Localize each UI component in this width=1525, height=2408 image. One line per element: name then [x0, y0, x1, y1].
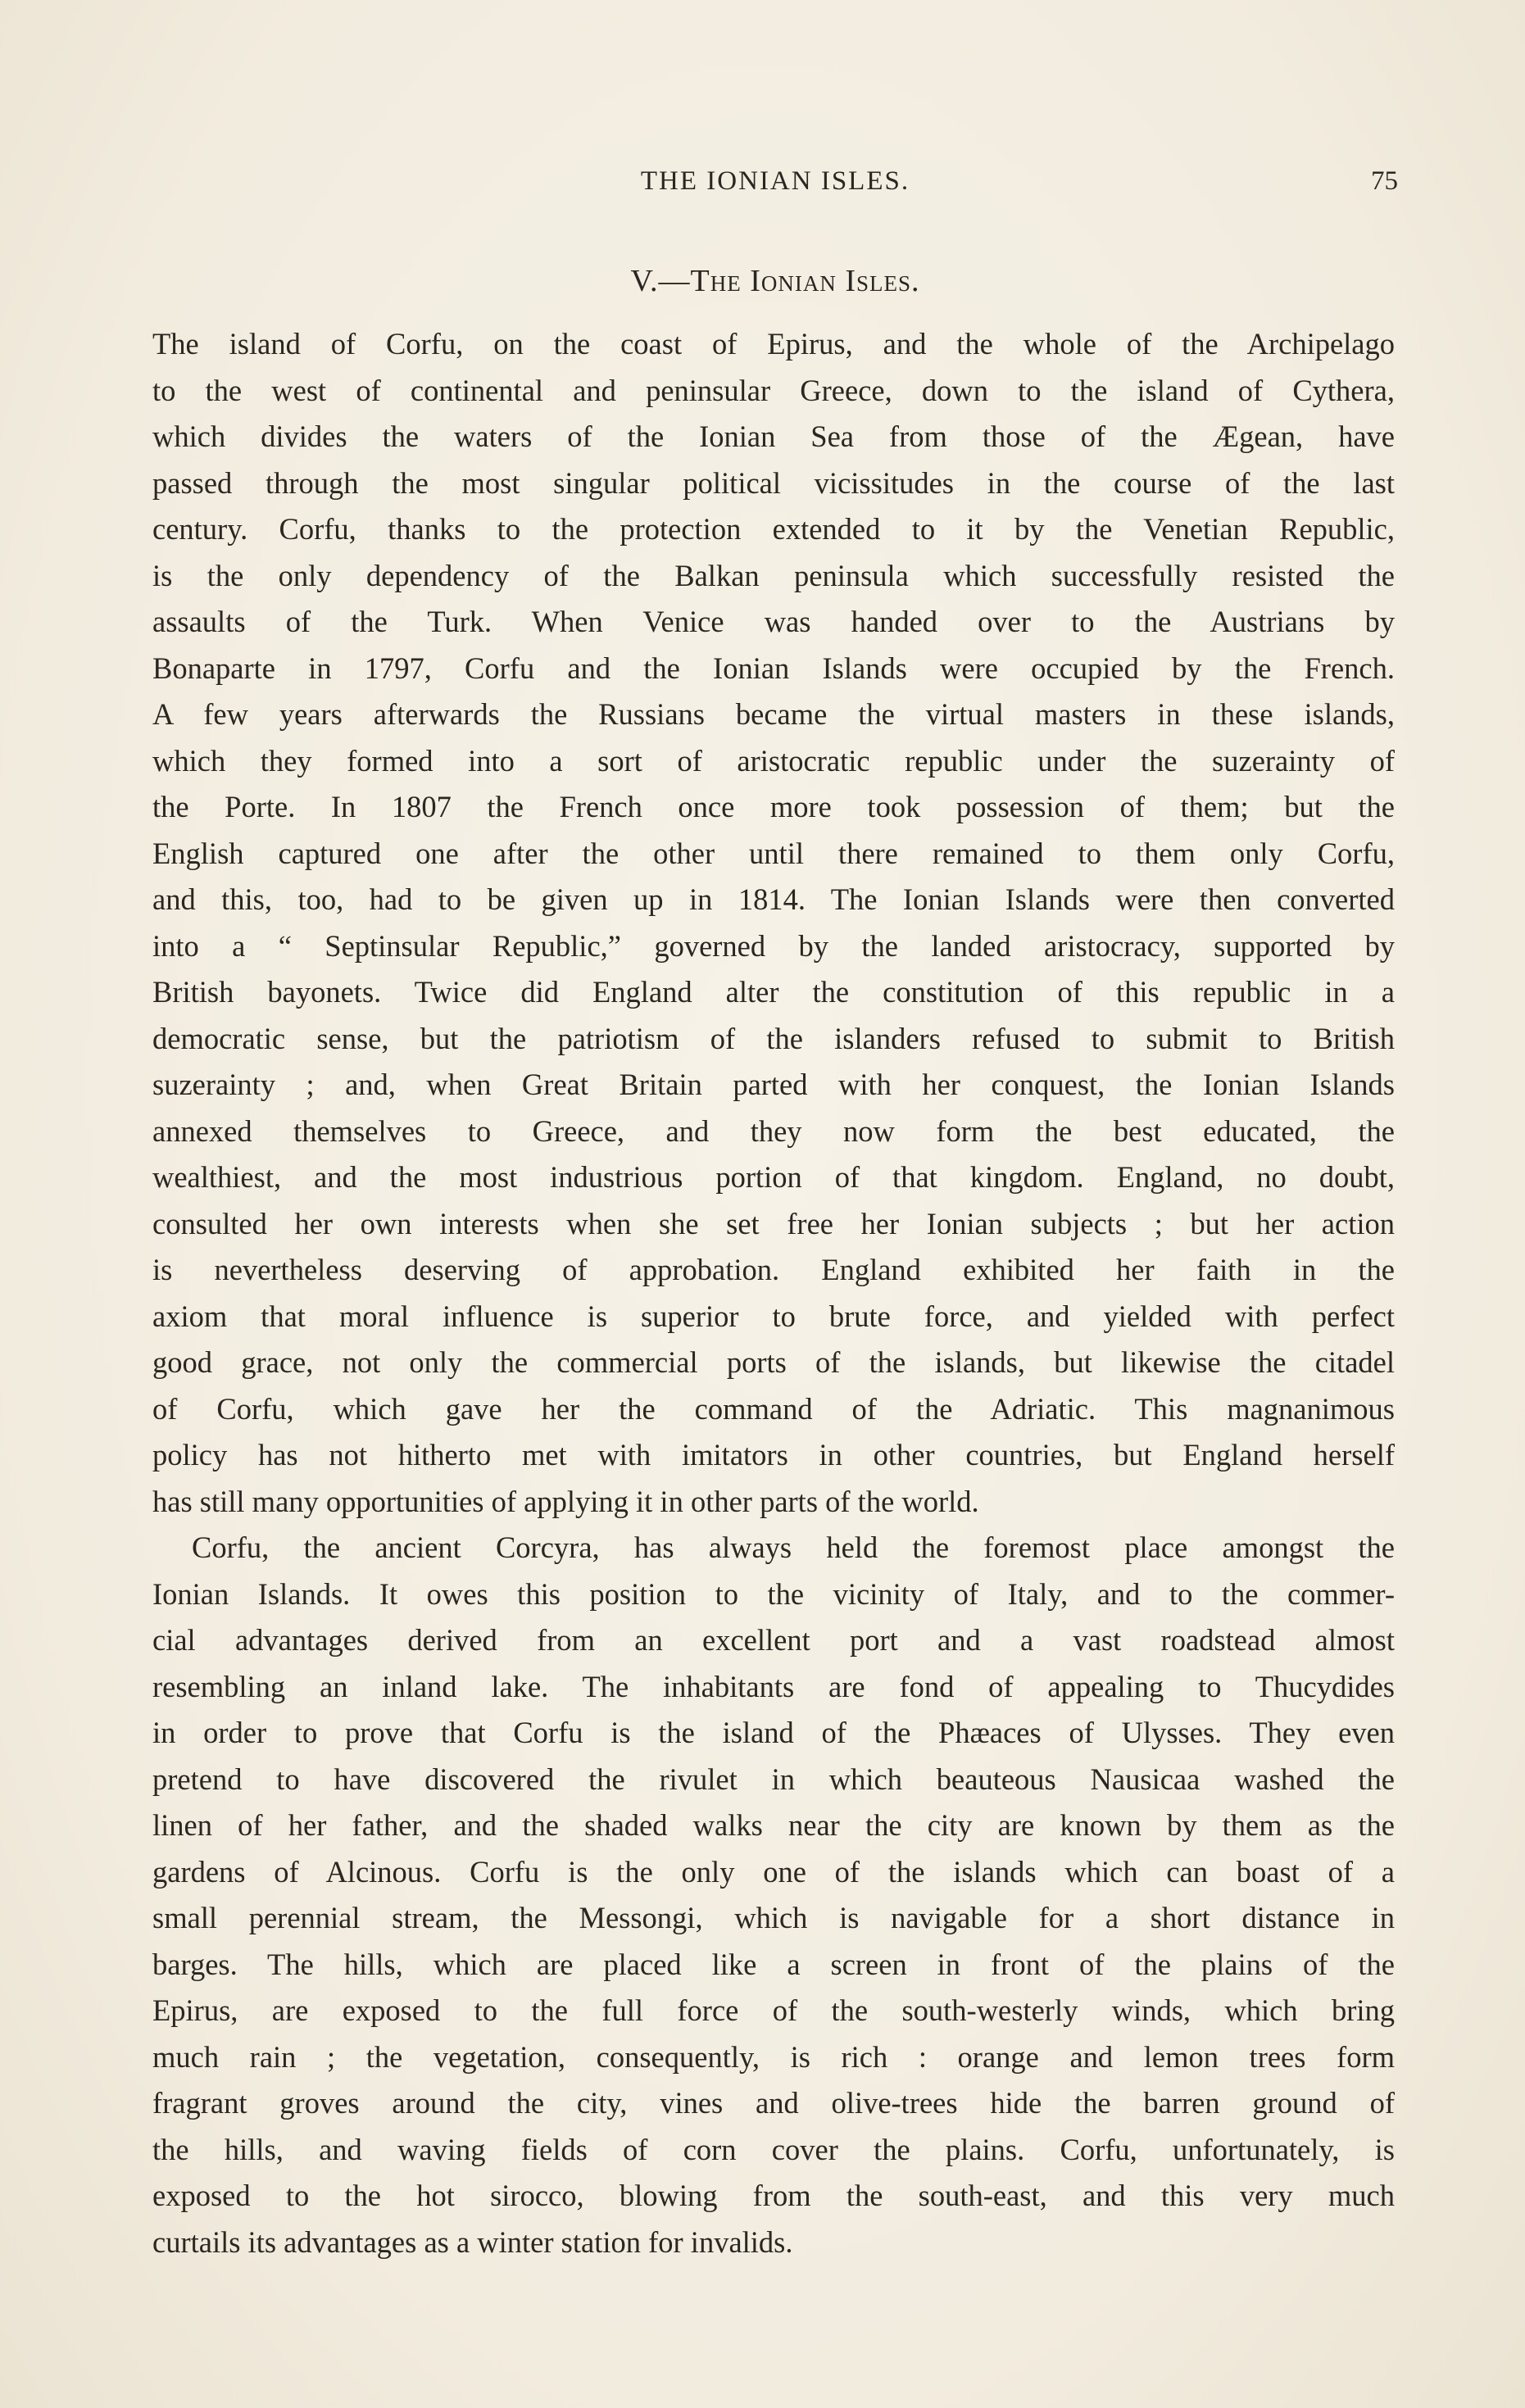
text-line: consulted her own interests when she set free her Ionian subjects ; but her action	[152, 1206, 1395, 1240]
text-line: Ionian Islands. It owes this position to the vicinity of Italy, and to the commer-	[152, 1576, 1395, 1611]
body-text	[152, 321, 1395, 2265]
text-line: resembling an inland lake. The inhabitants are fond of appealing to Thucydides	[152, 1669, 1395, 1703]
text-line: passed through the most singular political vicissitudes in the course of the last	[152, 465, 1395, 500]
text-line: annexed themselves to Greece, and they now form the best educated, the	[152, 1113, 1395, 1148]
text-line: is the only dependency of the Balkan peninsula which successfully resisted the	[152, 558, 1395, 592]
text-line: A few years afterwards the Russians became the virtual masters in these islands,	[152, 697, 1395, 731]
text-line: in order to prove that Corfu is the island of the Phæaces of Ulysses. They even	[152, 1716, 1395, 1749]
text-line: and this, too, had to be given up in 1814. The Ionian Islands were then converted	[152, 882, 1395, 916]
text-line: the hills, and waving fields of corn cover the plains. Corfu, unfortunately, is	[152, 2132, 1395, 2166]
text-line: century. Corfu, thanks to the protection extended to it by the Venetian Republic,	[152, 512, 1395, 546]
text-line: of Corfu, which gave her the command of the Adriatic. This magnanimous	[152, 1391, 1395, 1426]
running-title: THE IONIAN ISLES.	[640, 166, 910, 196]
text-line: British bayonets. Twice did England alter the constitution of this republic in a	[152, 975, 1395, 1009]
text-line: barges. The hills, which are placed like a screen in front of the plains of the	[152, 1947, 1395, 1981]
text-line: fragrant groves around the city, vines and olive-trees hide the barren ground of	[152, 2086, 1395, 2120]
text-line: wealthiest, and the most industrious portion of that kingdom. England, no doubt,	[152, 1160, 1395, 1194]
text-line: Epirus, are exposed to the full force of the south-westerly winds, which bring	[152, 1993, 1395, 2027]
text-line: axiom that moral influence is superior to brute force, and yielded with perfect	[152, 1299, 1395, 1333]
text-line: curtails its advantages as a winter station for invalids.	[152, 2224, 793, 2259]
text-line: the Porte. In 1807 the French once more took possession of them; but the	[152, 790, 1395, 823]
text-line: has still many opportunities of applying it in other parts of the world.	[152, 1484, 979, 1518]
text-line: cial advantages derived from an excellent port and a vast roadstead almost	[152, 1623, 1395, 1657]
page-number: 75	[1371, 166, 1398, 196]
running-head	[152, 161, 1398, 202]
text-line: linen of her father, and the shaded walks near the city are known by them as the	[152, 1808, 1395, 1842]
chapter-heading: V.—The Ionian Isles.	[630, 264, 920, 298]
text-line: pretend to have discovered the rivulet in which beauteous Nausicaa washed the	[152, 1762, 1395, 1796]
text-line: much rain ; the vegetation, consequently, is rich : orange and lemon trees form	[152, 2039, 1395, 2074]
text-line: is nevertheless deserving of approbation. England exhibited her faith in the	[152, 1253, 1395, 1286]
text-line: policy has not hitherto met with imitators in other countries, but England herself	[152, 1438, 1395, 1472]
text-line: small perennial stream, the Messongi, which is navigable for a short distance in	[152, 1901, 1395, 1934]
text-line: assaults of the Turk. When Venice was handed over to the Austrians by	[152, 605, 1395, 638]
text-line: to the west of continental and peninsular Greece, down to the island of Cythera,	[152, 373, 1395, 407]
text-line: good grace, not only the commercial ports of the islands, but likewise the citadel	[152, 1345, 1395, 1379]
text-line: into a “ Septinsular Republic,” governed by the landed aristocracy, supported by	[152, 928, 1395, 963]
text-line: which they formed into a sort of aristocratic republic under the suzerainty of	[152, 743, 1395, 778]
text-line: suzerainty ; and, when Great Britain parted with her conquest, the Ionian Islands	[152, 1068, 1395, 1101]
text-line: Bonaparte in 1797, Corfu and the Ionian Islands were occupied by the French.	[152, 651, 1395, 685]
text-line: exposed to the hot sirocco, blowing from the south-east, and this very much	[152, 2179, 1395, 2212]
text-line: Corfu, the ancient Corcyra, has always held the foremost place amongst the	[192, 1531, 1395, 1564]
text-line: gardens of Alcinous. Corfu is the only one of the islands which can boast of a	[152, 1854, 1395, 1889]
text-line: English captured one after the other until there remained to them only Corfu,	[152, 836, 1395, 870]
text-line: which divides the waters of the Ionian Sea from those of the Ægean, have	[152, 419, 1395, 453]
text-line: democratic sense, but the patriotism of the islanders refused to submit to British	[152, 1021, 1395, 1055]
text-line: The island of Corfu, on the coast of Epirus, and the whole of the Archipelago	[152, 327, 1395, 361]
